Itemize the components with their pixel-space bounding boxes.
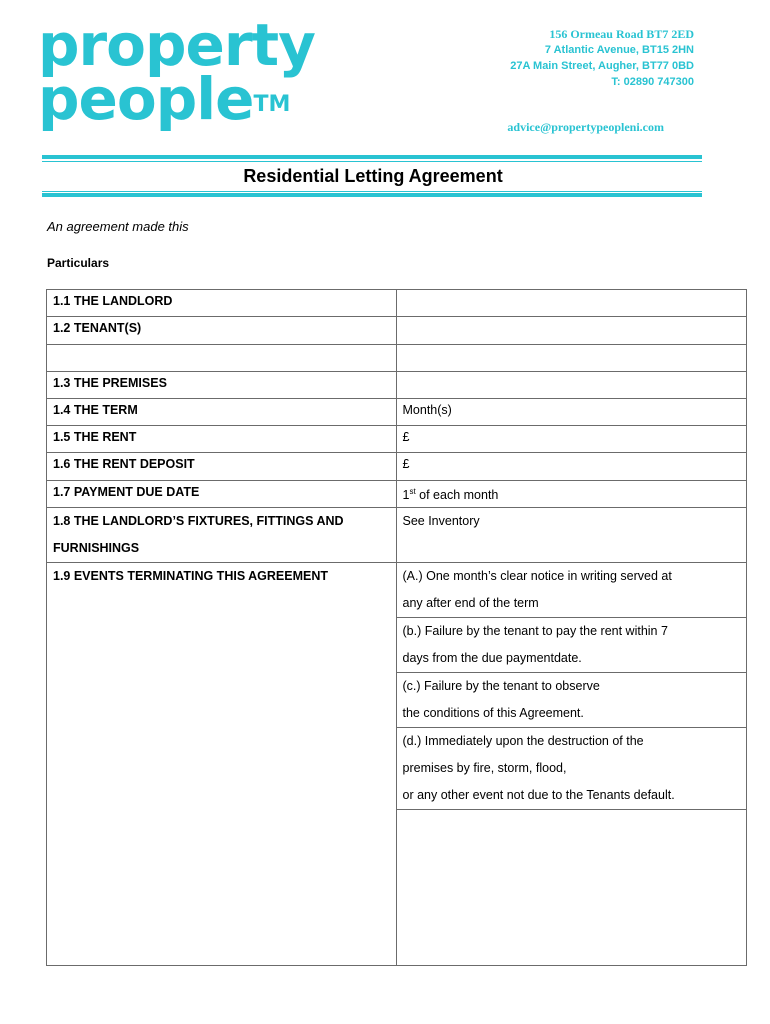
payment-label: 1.7 PAYMENT DUE DATE bbox=[47, 481, 397, 508]
table-row bbox=[47, 372, 747, 399]
header-rule-thick bbox=[42, 155, 702, 159]
event-c-line2: the conditions of this Agreement. bbox=[402, 706, 584, 720]
event-b-line1: (b.) Failure by the tenant to pay the rent within 7 bbox=[402, 624, 668, 638]
payment-day: 1 bbox=[402, 488, 410, 503]
deposit-label: 1.6 THE RENT DEPOSIT bbox=[47, 453, 397, 481]
logo-line-property: property bbox=[38, 11, 315, 79]
table-row bbox=[47, 290, 747, 317]
term-field[interactable]: Month(s) bbox=[396, 399, 747, 426]
address-augher: 27A Main Street, Augher, BT77 0BD bbox=[510, 60, 694, 72]
event-extra-field[interactable] bbox=[396, 810, 747, 966]
document-title: Residential Letting Agreement bbox=[243, 166, 503, 186]
event-c-line1: (c.) Failure by the tenant to observe bbox=[402, 679, 600, 693]
rent-label: 1.5 THE RENT bbox=[47, 426, 397, 453]
title-rule-thin bbox=[42, 191, 702, 192]
header-rule-thin bbox=[42, 161, 702, 162]
address-atlantic: 7 Atlantic Avenue, BT15 2HN bbox=[544, 44, 694, 56]
table-row bbox=[47, 563, 747, 618]
company-logo bbox=[38, 11, 315, 133]
fixtures-field[interactable] bbox=[396, 508, 747, 563]
deposit-field[interactable]: £ bbox=[396, 453, 747, 481]
rent-field[interactable]: £ bbox=[396, 426, 747, 453]
tenants-label: 1.2 TENANT(S) bbox=[47, 317, 397, 345]
logo-line-people bbox=[38, 65, 315, 133]
premises-label: 1.3 THE PREMISES bbox=[47, 372, 397, 399]
fixtures-label bbox=[47, 508, 397, 563]
payment-ordinal: st bbox=[409, 487, 416, 496]
events-label: 1.9 EVENTS TERMINATING THIS AGREEMENT bbox=[47, 563, 397, 966]
event-d-line2: premises by fire, storm, flood, bbox=[402, 761, 567, 775]
phone-number: T: 02890 747300 bbox=[611, 76, 694, 88]
landlord-field[interactable] bbox=[396, 290, 747, 317]
tenants-extra-label bbox=[47, 345, 397, 372]
tenants-extra-field[interactable] bbox=[396, 345, 747, 372]
table-row bbox=[47, 426, 747, 453]
event-c bbox=[396, 673, 747, 728]
contact-block bbox=[510, 26, 694, 90]
table-row bbox=[47, 453, 747, 481]
tenants-field[interactable] bbox=[396, 317, 747, 345]
payment-field[interactable] bbox=[396, 481, 747, 508]
event-b-line2: days from the due paymentdate. bbox=[402, 651, 582, 665]
email-link[interactable]: advice@propertypeopleni.com bbox=[507, 120, 664, 134]
table-row bbox=[47, 399, 747, 426]
table-row bbox=[47, 345, 747, 372]
logo-people-text: people bbox=[38, 65, 254, 133]
event-a-line2: any after end of the term bbox=[402, 596, 539, 610]
agreement-intro: An agreement made this bbox=[47, 219, 189, 234]
event-b bbox=[396, 618, 747, 673]
event-a bbox=[396, 563, 747, 618]
particulars-table bbox=[46, 289, 747, 966]
logo-trademark: TM bbox=[253, 92, 291, 117]
address-ormeau: 156 Ormeau Road BT7 2ED bbox=[549, 27, 694, 41]
fixtures-label-line2: FURNISHINGS bbox=[53, 541, 140, 555]
landlord-label: 1.1 THE LANDLORD bbox=[47, 290, 397, 317]
event-a-line1: (A.) One month’s clear notice in writing served at bbox=[402, 569, 672, 583]
term-label: 1.4 THE TERM bbox=[47, 399, 397, 426]
event-d bbox=[396, 728, 747, 810]
table-row bbox=[47, 481, 747, 508]
event-d-line1: (d.) Immediately upon the destruction of the bbox=[402, 734, 644, 748]
fixtures-value: See Inventory bbox=[402, 514, 480, 528]
fixtures-label-line1: 1.8 THE LANDLORD’S FIXTURES, FITTINGS AND bbox=[53, 514, 344, 528]
title-rule-thick bbox=[42, 193, 702, 197]
particulars-heading: Particulars bbox=[47, 256, 110, 270]
payment-rest: of each month bbox=[415, 488, 499, 503]
table-row bbox=[47, 508, 747, 563]
table-row bbox=[47, 317, 747, 345]
premises-field[interactable] bbox=[396, 372, 747, 399]
event-d-line3: or any other event not due to the Tenants default. bbox=[402, 788, 675, 802]
